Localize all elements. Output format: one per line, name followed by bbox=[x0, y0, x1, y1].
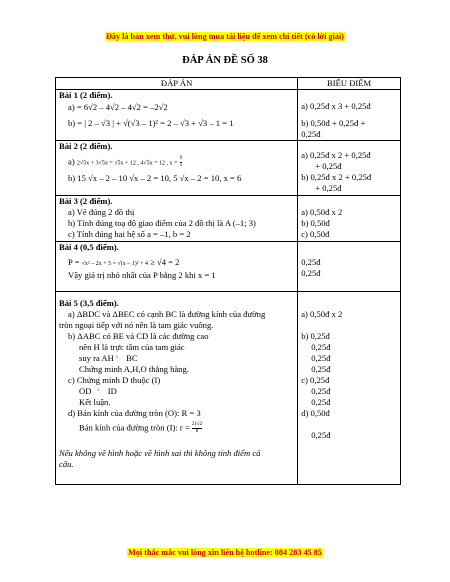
bai5-d2-pre: Bán kính của đường tròn (I): r = bbox=[79, 422, 190, 433]
bai5-c3: Kết luận. bbox=[79, 397, 111, 407]
bai5-score-a: a) 0,50đ x 2 bbox=[301, 309, 343, 319]
bai5-b3-post: BC bbox=[126, 353, 138, 363]
bai2-score-a2: + 0,25đ bbox=[315, 161, 342, 171]
bai5-a1: a) ΔBDC và ΔBEC có cạnh BC là đường kính của đường bbox=[68, 309, 266, 319]
bai5-c2-post: ID bbox=[107, 386, 117, 396]
bai5-note2: câu. bbox=[59, 459, 74, 469]
perpendicular-glyph: ¿ bbox=[97, 386, 100, 392]
bai3-heading: Bài 3 (2 điểm). bbox=[59, 196, 113, 206]
bai1-score-b1: b) 0,50đ + 0,25đ + bbox=[301, 118, 366, 128]
bai5-score-b2: 0,25đ bbox=[311, 342, 331, 352]
bai3-c: c) Tính đúng hai hệ số a = –1, b = 2 bbox=[68, 229, 191, 239]
header-score: BIỂU ĐIỂM bbox=[298, 78, 401, 90]
bai5-score-d1: d) 0,50đ bbox=[301, 408, 330, 418]
bai2-score-b2: + 0,25đ bbox=[315, 183, 342, 193]
bai4-radical: √x² – 2x + 5 = √(x – 1)² + 4 bbox=[81, 261, 148, 267]
preview-banner bbox=[0, 32, 450, 41]
bai4-score2: 0,25đ bbox=[301, 268, 321, 278]
bai5-a2: tròn ngoại tiếp với nó nên là tam giác vuông. bbox=[59, 320, 214, 330]
bai2-score-b1: b) 0,25đ x 2 + 0,25đ bbox=[301, 172, 372, 182]
bai3-score-a: a) 0,50đ x 2 bbox=[301, 207, 343, 217]
bai4-conclusion: Vậy giá trị nhỏ nhất của P bằng 2 khi x = 1 bbox=[68, 270, 216, 280]
table-row-bai1 bbox=[56, 90, 401, 141]
bai1-score-a: a) 0,25đ x 3 + 0,25đ bbox=[301, 101, 371, 111]
bai5-score-b1: b) 0,25đ bbox=[301, 331, 330, 341]
bai5-b2: nên H là trực tâm của tam giác bbox=[79, 342, 185, 352]
bai2-a-fraction: $\frac{9}{5}$ bbox=[179, 156, 183, 168]
page-title: ĐÁP ÁN ĐỀ SỐ 38 bbox=[182, 55, 268, 66]
bai3-a: a) Vẽ đúng 2 đồ thị bbox=[68, 207, 135, 217]
bai2-a-label: a) bbox=[68, 156, 75, 167]
table-row-bai2 bbox=[56, 141, 401, 196]
bai5-c2-pre: OD bbox=[79, 386, 92, 396]
bai5-score-b4: 0,25đ bbox=[311, 364, 331, 374]
bai2-b: b) 15 √x – 2 – 10 √x – 2 = 10, 5 √x – 2 = 10, x = 6 bbox=[68, 173, 242, 184]
bai2-score-a1: a) 0,25đ x 2 + 0,25đ bbox=[301, 150, 371, 160]
bai5-score-c3: 0,25đ bbox=[311, 397, 331, 407]
bai4-p-label: P = bbox=[68, 257, 80, 267]
bai5-score-c1: c) 0,25đ bbox=[301, 375, 330, 385]
bai5-b4: Chứng minh A,H,O thẳng hàng. bbox=[79, 364, 189, 374]
preview-banner-text: Đây là bản xem thử, vui lòng mua tài liệu để xem chi tiết (có lời giải) bbox=[105, 32, 344, 41]
bai5-b3-pre: suy ra AH bbox=[79, 353, 114, 363]
bai5-heading: Bài 5 (3,5 điểm). bbox=[59, 298, 119, 308]
bai5-note1: Nếu không vẽ hình hoặc vẽ hình sai thì không tính điểm cả bbox=[59, 448, 261, 458]
table-header-row bbox=[56, 78, 401, 90]
hotline-banner bbox=[0, 548, 450, 557]
bai5-score-c2: 0,25đ bbox=[311, 386, 331, 396]
bai3-b: b) Tính đúng toạ độ giao điểm của 2 đồ thị là A (–1; 3) bbox=[68, 218, 256, 228]
bai2-a-equation: 2√5x + 3√5x = √5x + 12 , 4√5x = 12 , x = bbox=[76, 160, 178, 167]
bai4-heading: Bài 4 (0,5 điểm). bbox=[59, 242, 119, 252]
table-row-bai4 bbox=[56, 242, 401, 292]
bai1-score-b2: 0,25đ bbox=[301, 129, 321, 139]
bai2-heading: Bài 2 (2 điểm). bbox=[59, 141, 113, 151]
bai1-heading: Bài 1 (2 điểm). bbox=[59, 90, 113, 100]
bai5-d1: d) Bán kính của đường tròn (O): R = 3 bbox=[68, 408, 201, 418]
perpendicular-glyph: ¿ bbox=[116, 353, 119, 359]
bai5-d2-fraction: $\frac{21√2}{8}$ bbox=[191, 422, 203, 434]
bai4-inequality: ≥ √4 = 2 bbox=[150, 257, 180, 267]
header-answer: ĐÁP ÁN bbox=[56, 78, 298, 90]
bai1-b: b) = | 2 – √3 | + √(√3 – 1)² = 2 – √3 + √3 – 1 = 1 bbox=[68, 118, 234, 128]
bai5-b1: b) ΔABC có BE và CD là các đường cao bbox=[68, 331, 209, 341]
answer-table bbox=[55, 77, 401, 485]
bai5-score-d2: 0,25đ bbox=[311, 430, 331, 440]
bai3-score-c: c) 0,50đ bbox=[301, 229, 330, 239]
bai3-score-b: b) 0,50đ bbox=[301, 218, 330, 228]
table-row-bai3 bbox=[56, 196, 401, 242]
hotline-banner-text: Mọi thắc mắc vui lòng xin liên hệ hotline: 084 283 45 85 bbox=[128, 548, 322, 557]
bai5-c1: c) Chứng minh D thuộc (I) bbox=[68, 375, 161, 385]
bai5-score-b3: 0,25đ bbox=[311, 353, 331, 363]
bai1-a: a) = 6√2 – 4√2 – 4√2 = –2√2 bbox=[68, 102, 168, 112]
table-row-bai5 bbox=[56, 292, 401, 485]
bai4-score1: 0,25đ bbox=[301, 257, 321, 267]
